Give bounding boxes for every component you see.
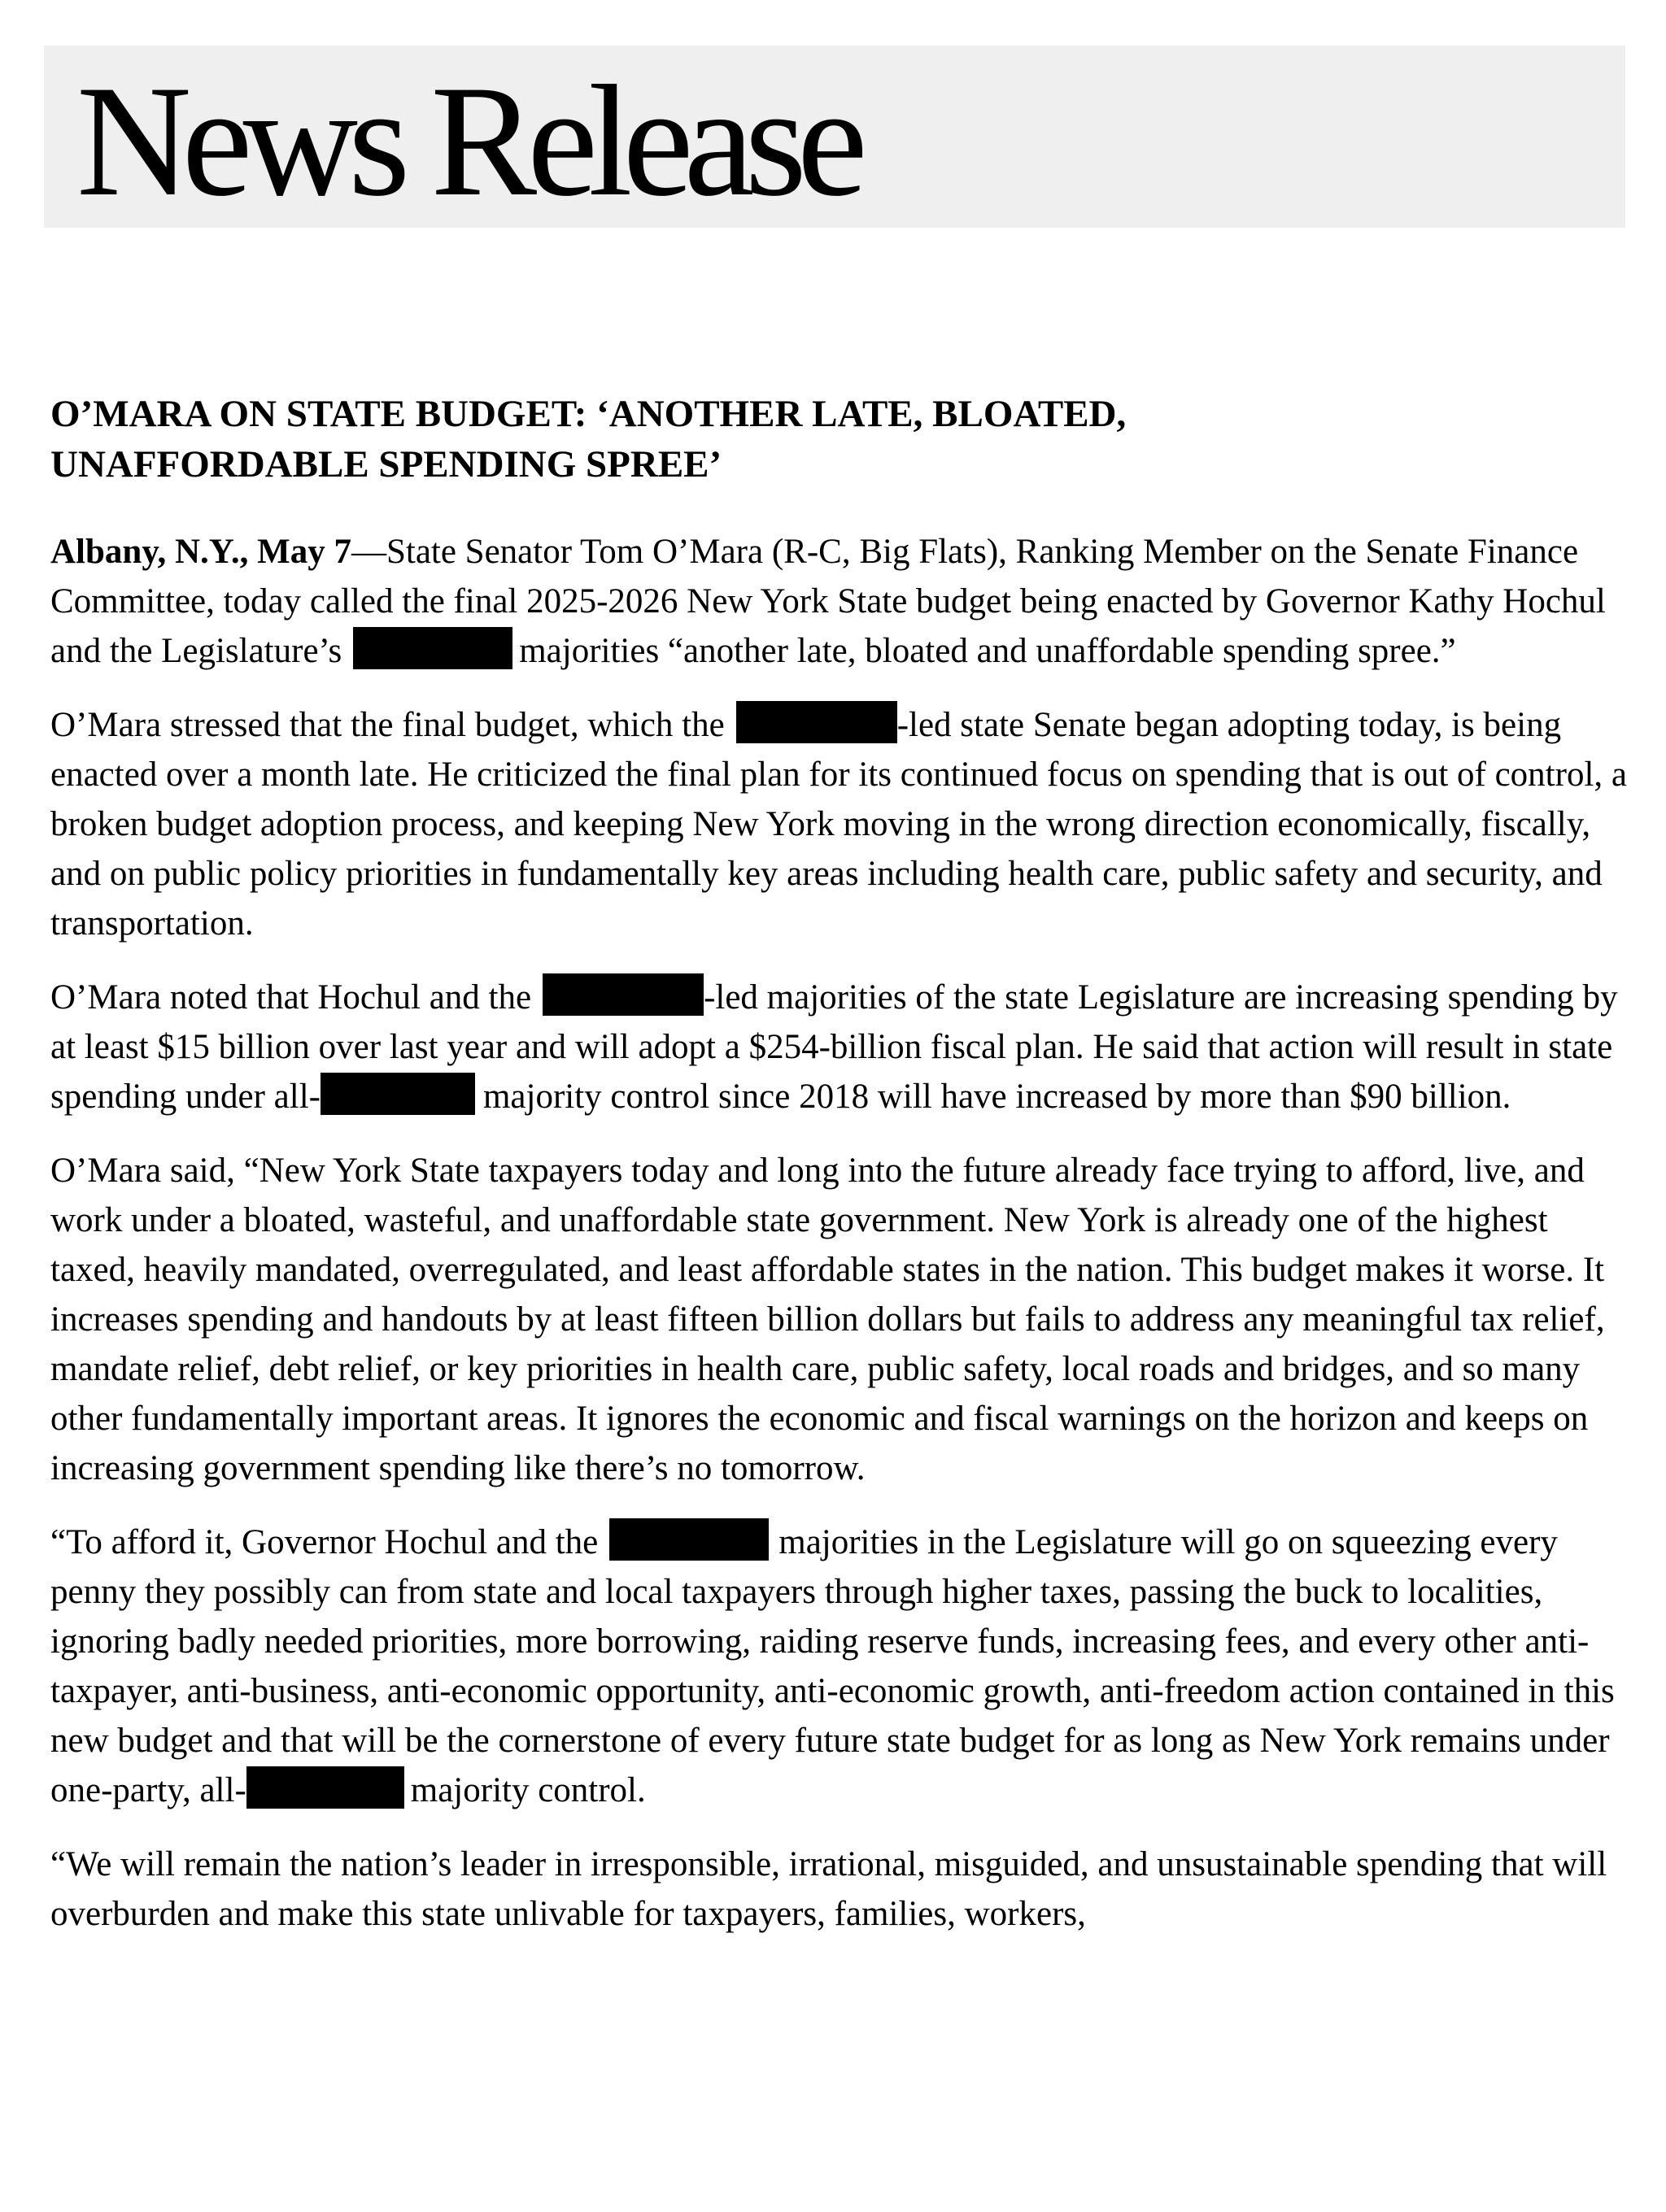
paragraph-2-text-a: O’Mara stressed that the final budget, which the — [50, 706, 725, 744]
headline-line-2: UNAFFORDABLE SPENDING SPREE’ — [50, 443, 722, 486]
paragraph-2 — [50, 700, 1629, 948]
paragraph-2-text-b: -led state Senate began adopting today, is being enacted over a month late. He criticized the final plan for its continued focus on spending that is out of control, a broken budget adoption process, and keeping New York moving in the wrong direction economically, fiscally, and on public policy priorities in fundamentally key areas including health care, public safety and security, and transportation. — [50, 706, 1627, 943]
paragraph-5-text-b: majorities in the Legislature will go on squeezing every penny they possibly can from state and local taxpayers through higher taxes, passing the buck to localities, ignoring badly needed priorities, more borrowing, raiding reserve funds, increasing fees, and every other anti-taxpayer, anti-business, anti-economic opportunity, anti-economic growth, anti-freedom action contained in this new budget and that will be the cornerstone of every future state budget for as long as New York remains under one-party, all- — [50, 1523, 1615, 1809]
paragraph-3 — [50, 973, 1629, 1121]
paragraph-5-text-c: majority control. — [410, 1771, 646, 1809]
paragraph-1-text-b: majorities “another late, bloated and unaffordable spending spree.” — [519, 632, 1456, 670]
paragraph-4 — [50, 1146, 1629, 1493]
paragraph-4-text: O’Mara said, “New York State taxpayers today and long into the future already face trying to afford, live, and work under a bloated, wasteful, and unaffordable state government. New York is already one of the highest taxed, heavily mandated, overregulated, and least affordable states in the nation. This budget makes it worse. It increases spending and handouts by at least fifteen billion dollars but fails to address any meaningful tax relief, mandate relief, debt relief, or key priorities in health care, public safety, local roads and bridges, and so many other fundamentally important areas. It ignores the economic and fiscal warnings on the horizon and keeps on increasing government spending like there’s no tomorrow. — [50, 1152, 1605, 1487]
paragraph-5 — [50, 1517, 1629, 1815]
paragraph-5-text-a: “To afford it, Governor Hochul and the — [50, 1523, 599, 1561]
news-release-banner — [44, 46, 1625, 228]
paragraph-1 — [50, 527, 1629, 676]
paragraph-6-text: “We will remain the nation’s leader in irresponsible, irrational, misguided, and unsustainable spending that will overburden and make this state unlivable for taxpayers, families, workers, — [50, 1845, 1607, 1933]
redaction-box — [736, 701, 897, 743]
paragraph-3-text-a: O’Mara noted that Hochul and the — [50, 978, 532, 1017]
paragraph-3-text-b: -led majorities of the state Legislature are increasing spending by at least $15 billion over last year and will adopt a $254-billion fiscal plan. He said that action will result in state spending under all- — [50, 978, 1618, 1116]
paragraph-1-text-a: —State Senator Tom O’Mara (R-C, Big Flats), Ranking Member on the Senate Finance Committee, today called the final 2025-2026 New York State budget being enacted by Governor Kathy Hochul and the Legislature’s — [50, 533, 1606, 670]
dateline: Albany, N.Y., May 7 — [50, 533, 351, 571]
headline — [50, 389, 1629, 490]
redaction-box — [353, 627, 512, 669]
headline-line-1: O’MARA ON STATE BUDGET: ‘ANOTHER LATE, BLOATED, — [50, 393, 1127, 435]
banner-title: News Release — [76, 53, 858, 229]
redaction-box — [321, 1073, 475, 1115]
paragraph-6 — [50, 1840, 1629, 1939]
press-release-body — [50, 389, 1629, 1939]
redaction-box — [543, 973, 704, 1016]
redaction-box — [609, 1518, 769, 1561]
redaction-box — [246, 1766, 404, 1809]
paragraph-3-text-c: majority control since 2018 will have increased by more than $90 billion. — [482, 1078, 1511, 1116]
